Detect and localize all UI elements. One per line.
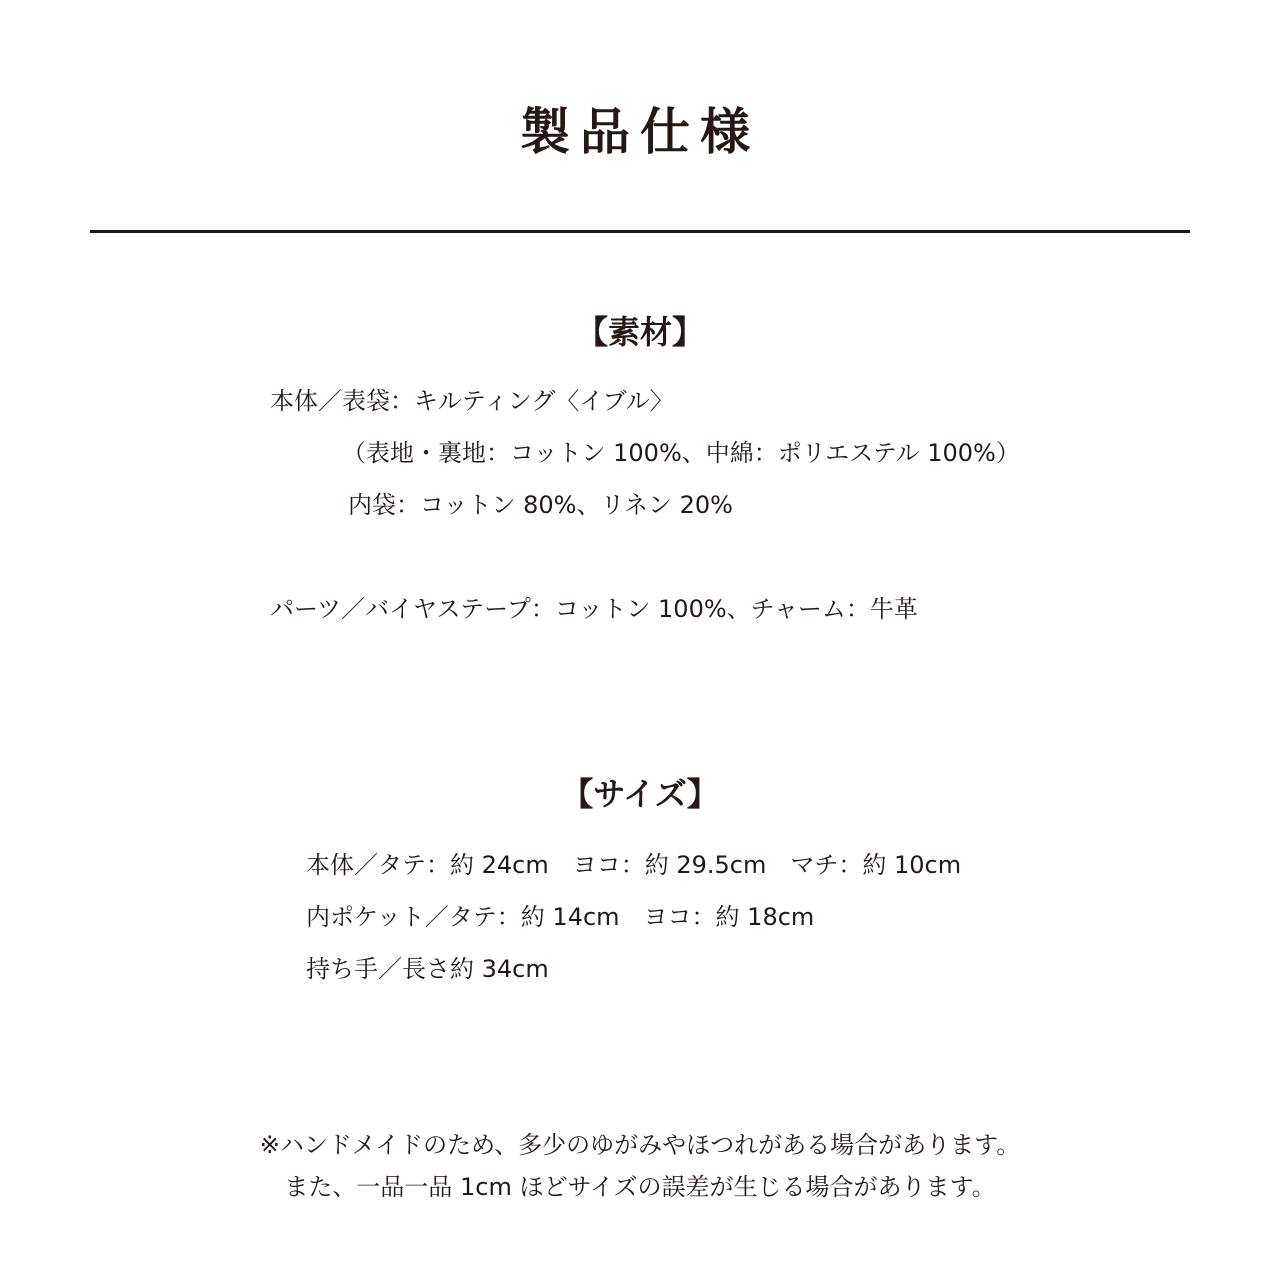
material-line: （表地・裏地：コットン 100%、中綿：ポリエステル 100%） bbox=[342, 439, 1020, 467]
material-line: パーツ／バイヤステープ：コットン 100%、チャーム：牛革 bbox=[270, 595, 918, 623]
material-line: 本体／表袋：キルティング〈イブル〉 bbox=[270, 387, 674, 415]
size-tolerance-note: また、一品一品 1cm ほどサイズの誤差が生じる場合があります。 bbox=[284, 1173, 996, 1201]
material-line: 内袋：コットン 80%、リネン 20% bbox=[348, 491, 733, 519]
title-divider bbox=[90, 230, 1190, 233]
size-line: 本体／タテ：約 24cm ヨコ：約 29.5cm マチ：約 10cm bbox=[306, 851, 962, 879]
size-line: 持ち手／長さ約 34cm bbox=[306, 955, 549, 983]
handmade-note: ※ハンドメイドのため、多少のゆがみやほつれがある場合があります。 bbox=[259, 1131, 1021, 1159]
size-line: 内ポケット／タテ：約 14cm ヨコ：約 18cm bbox=[306, 903, 815, 931]
size-heading: 【サイズ】 bbox=[561, 775, 719, 813]
materials-heading: 【素材】 bbox=[575, 313, 704, 351]
page-title: 製品仕様 bbox=[520, 103, 760, 161]
